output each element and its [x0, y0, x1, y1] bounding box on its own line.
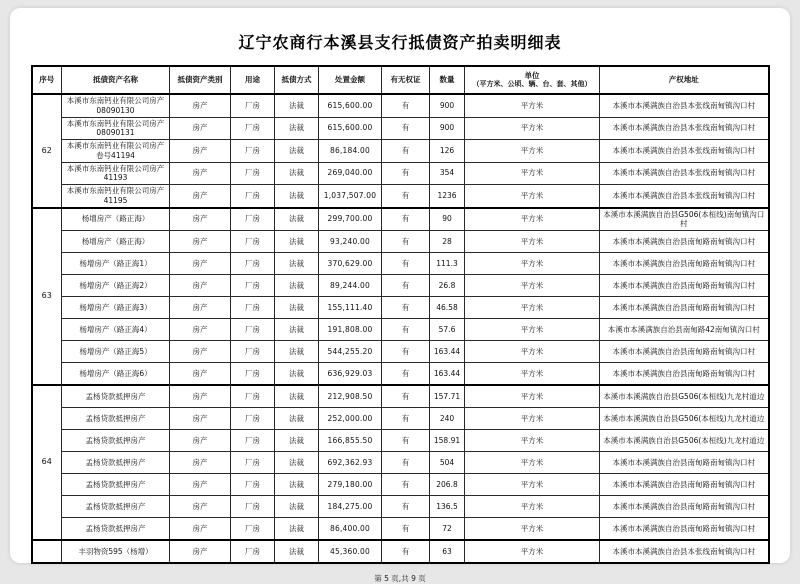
amount-cell: 692,362.93: [319, 452, 382, 474]
cert-cell: 有: [382, 319, 430, 341]
category-cell: 房产: [170, 430, 231, 452]
unit-cell: 平方米: [465, 363, 600, 386]
qty-cell: 354: [430, 162, 465, 185]
qty-cell: 72: [430, 518, 465, 541]
cert-cell: 有: [382, 474, 430, 496]
table-row: [32, 94, 769, 117]
cert-cell: 有: [382, 496, 430, 518]
cert-cell: 有: [382, 452, 430, 474]
category-cell: 房产: [170, 474, 231, 496]
address-cell: 本溪市本溪满族自治县本张线南甸镇沟口村: [600, 94, 769, 117]
cert-cell: 有: [382, 275, 430, 297]
name-cell: 本溪市东南钙业有限公司房产 41195: [62, 185, 170, 208]
category-cell: 房产: [170, 253, 231, 275]
address-cell: 本溪市本溪满族自治县南甸路南甸镇沟口村: [600, 297, 769, 319]
cert-cell: 有: [382, 253, 430, 275]
name-cell: 本溪市东南钙业有限公司房产 08090131: [62, 117, 170, 140]
amount-cell: 45,360.00: [319, 540, 382, 563]
document-page: [10, 8, 790, 583]
qty-cell: 63: [430, 540, 465, 563]
use-cell: 厂房: [231, 297, 275, 319]
qty-cell: 57.6: [430, 319, 465, 341]
table-row: [32, 496, 769, 518]
address-cell: 本溪市本溪满族自治县南甸路南甸镇沟口村: [600, 452, 769, 474]
method-cell: 法裁: [275, 452, 319, 474]
method-cell: 法裁: [275, 208, 319, 231]
amount-cell: 252,000.00: [319, 408, 382, 430]
method-cell: 法裁: [275, 275, 319, 297]
amount-cell: 615,600.00: [319, 94, 382, 117]
category-cell: 房产: [170, 117, 231, 140]
cert-cell: 有: [382, 94, 430, 117]
page-number: 第 5 页,共 9 页: [374, 574, 426, 583]
method-cell: 法裁: [275, 496, 319, 518]
use-cell: 厂房: [231, 253, 275, 275]
table-row: [32, 430, 769, 452]
cert-cell: 有: [382, 185, 430, 208]
amount-cell: 370,629.00: [319, 253, 382, 275]
qty-cell: 90: [430, 208, 465, 231]
amount-cell: 86,184.00: [319, 140, 382, 163]
category-cell: 房产: [170, 208, 231, 231]
column-header: 产权地址: [600, 66, 769, 94]
use-cell: 厂房: [231, 185, 275, 208]
category-cell: 房产: [170, 341, 231, 363]
qty-cell: 158.91: [430, 430, 465, 452]
method-cell: 法裁: [275, 231, 319, 253]
amount-cell: 155,111.40: [319, 297, 382, 319]
qty-cell: 46.58: [430, 297, 465, 319]
unit-cell: 平方米: [465, 430, 600, 452]
table-body: [32, 94, 769, 563]
use-cell: 厂房: [231, 474, 275, 496]
address-cell: 本溪市本溪满族自治县南甸路42南甸镇沟口村: [600, 319, 769, 341]
cert-cell: 有: [382, 231, 430, 253]
address-cell: 本溪市本溪满族自治县本张线南甸镇沟口村: [600, 140, 769, 163]
use-cell: 厂房: [231, 341, 275, 363]
amount-cell: 636,929.03: [319, 363, 382, 386]
qty-cell: 900: [430, 94, 465, 117]
table-row: [32, 385, 769, 408]
unit-cell: 平方米: [465, 474, 600, 496]
use-cell: 厂房: [231, 231, 275, 253]
qty-cell: 26.8: [430, 275, 465, 297]
amount-cell: 93,240.00: [319, 231, 382, 253]
qty-cell: 157.71: [430, 385, 465, 408]
address-cell: 本溪市本溪满族自治县南甸路南甸镇沟口村: [600, 253, 769, 275]
category-cell: 房产: [170, 275, 231, 297]
name-cell: 杨增房产（路正海3）: [62, 297, 170, 319]
table-row: [32, 363, 769, 386]
amount-cell: 89,244.00: [319, 275, 382, 297]
unit-cell: 平方米: [465, 408, 600, 430]
method-cell: 法裁: [275, 140, 319, 163]
name-cell: 杨增房产（路正海）: [62, 208, 170, 231]
method-cell: 法裁: [275, 162, 319, 185]
qty-cell: 240: [430, 408, 465, 430]
table-row: [32, 518, 769, 541]
method-cell: 法裁: [275, 185, 319, 208]
use-cell: 厂房: [231, 496, 275, 518]
method-cell: 法裁: [275, 540, 319, 563]
method-cell: 法裁: [275, 341, 319, 363]
method-cell: 法裁: [275, 430, 319, 452]
unit-cell: 平方米: [465, 140, 600, 163]
cert-cell: 有: [382, 162, 430, 185]
unit-cell: 平方米: [465, 162, 600, 185]
unit-cell: 平方米: [465, 496, 600, 518]
table-header: [32, 66, 769, 94]
qty-cell: 136.5: [430, 496, 465, 518]
table-row: [32, 185, 769, 208]
unit-cell: 平方米: [465, 385, 600, 408]
table-row: [32, 117, 769, 140]
cert-cell: 有: [382, 363, 430, 386]
unit-cell: 平方米: [465, 518, 600, 541]
cert-cell: 有: [382, 540, 430, 563]
qty-cell: 900: [430, 117, 465, 140]
qty-cell: 1236: [430, 185, 465, 208]
name-cell: 孟杨贷款抵押房产: [62, 430, 170, 452]
name-cell: 孟杨贷款抵押房产: [62, 452, 170, 474]
category-cell: 房产: [170, 297, 231, 319]
address-cell: 本溪市本溪满族自治县本张线南甸镇沟口村: [600, 185, 769, 208]
page-title: 辽宁农商行本溪县支行抵债资产拍卖明细表: [238, 33, 562, 52]
category-cell: 房产: [170, 162, 231, 185]
address-cell: 本溪市本溪满族自治县G506(本桓线)九龙村道边: [600, 430, 769, 452]
name-cell: 孟杨贷款抵押房产: [62, 385, 170, 408]
name-cell: 孟杨贷款抵押房产: [62, 408, 170, 430]
unit-cell: 平方米: [465, 540, 600, 563]
unit-cell: 平方米: [465, 253, 600, 275]
unit-cell: 平方米: [465, 275, 600, 297]
address-cell: 本溪市本溪满族自治县本张线南甸镇沟口村: [600, 540, 769, 563]
address-cell: 本溪市本溪满族自治县南甸路南甸镇沟口村: [600, 363, 769, 386]
address-cell: 本溪市本溪满族自治县南甸路南甸镇沟口村: [600, 518, 769, 541]
name-cell: 杨增房产（路正海1）: [62, 253, 170, 275]
amount-cell: 269,040.00: [319, 162, 382, 185]
column-header: 抵债资产名称: [62, 66, 170, 94]
use-cell: 厂房: [231, 140, 275, 163]
amount-cell: 299,700.00: [319, 208, 382, 231]
use-cell: 厂房: [231, 319, 275, 341]
method-cell: 法裁: [275, 363, 319, 386]
category-cell: 房产: [170, 518, 231, 541]
qty-cell: 163.44: [430, 341, 465, 363]
table-row: [32, 208, 769, 231]
qty-cell: 111.3: [430, 253, 465, 275]
amount-cell: 279,180.00: [319, 474, 382, 496]
column-header: 处置金额: [319, 66, 382, 94]
address-cell: 本溪市本溪满族自治县南甸路南甸镇沟口村: [600, 341, 769, 363]
category-cell: 房产: [170, 140, 231, 163]
serial-cell: 64: [32, 385, 62, 540]
category-cell: 房产: [170, 231, 231, 253]
amount-cell: 191,808.00: [319, 319, 382, 341]
table-row: [32, 319, 769, 341]
column-header: 抵债资产类别: [170, 66, 231, 94]
table-row: [32, 231, 769, 253]
address-cell: 本溪市本溪满族自治县本张线南甸镇沟口村: [600, 117, 769, 140]
name-cell: 孟杨贷款抵押房产: [62, 518, 170, 541]
qty-cell: 28: [430, 231, 465, 253]
name-cell: 杨增房产（路正海）: [62, 231, 170, 253]
unit-cell: 平方米: [465, 185, 600, 208]
cert-cell: 有: [382, 297, 430, 319]
unit-cell: 平方米: [465, 297, 600, 319]
table-row: [32, 253, 769, 275]
column-header: 序号: [32, 66, 62, 94]
serial-cell: 63: [32, 208, 62, 386]
table-row: [32, 452, 769, 474]
name-cell: 孟杨贷款抵押房产: [62, 474, 170, 496]
address-cell: 本溪市本溪满族自治县G506(本桓线)南甸镇沟口村: [600, 208, 769, 231]
method-cell: 法裁: [275, 94, 319, 117]
amount-cell: 1,037,507.00: [319, 185, 382, 208]
use-cell: 厂房: [231, 94, 275, 117]
table-row: [32, 275, 769, 297]
cert-cell: 有: [382, 518, 430, 541]
table-row: [32, 408, 769, 430]
cert-cell: 有: [382, 117, 430, 140]
column-header: 数量: [430, 66, 465, 94]
method-cell: 法裁: [275, 117, 319, 140]
use-cell: 厂房: [231, 430, 275, 452]
unit-cell: 平方米: [465, 117, 600, 140]
address-cell: 本溪市本溪满族自治县南甸路南甸镇沟口村: [600, 275, 769, 297]
address-cell: 本溪市本溪满族自治县南甸路南甸镇沟口村: [600, 496, 769, 518]
use-cell: 厂房: [231, 540, 275, 563]
method-cell: 法裁: [275, 253, 319, 275]
cert-cell: 有: [382, 408, 430, 430]
unit-cell: 平方米: [465, 208, 600, 231]
category-cell: 房产: [170, 452, 231, 474]
category-cell: 房产: [170, 319, 231, 341]
name-cell: 杨增房产（路正海2）: [62, 275, 170, 297]
qty-cell: 163.44: [430, 363, 465, 386]
name-cell: 杨增房产（路正海6）: [62, 363, 170, 386]
column-header: 单位 （平方米、公顷、辆、台、套、其他）: [465, 66, 600, 94]
use-cell: 厂房: [231, 208, 275, 231]
category-cell: 房产: [170, 363, 231, 386]
method-cell: 法裁: [275, 408, 319, 430]
amount-cell: 212,908.50: [319, 385, 382, 408]
table-row: [32, 162, 769, 185]
unit-cell: 平方米: [465, 341, 600, 363]
category-cell: 房产: [170, 496, 231, 518]
cert-cell: 有: [382, 140, 430, 163]
cert-cell: 有: [382, 341, 430, 363]
name-cell: 丰羽物资595（杨增）: [62, 540, 170, 563]
cert-cell: 有: [382, 385, 430, 408]
auction-table: [31, 65, 770, 564]
qty-cell: 206.8: [430, 474, 465, 496]
name-cell: 孟杨贷款抵押房产: [62, 496, 170, 518]
use-cell: 厂房: [231, 408, 275, 430]
use-cell: 厂房: [231, 275, 275, 297]
method-cell: 法裁: [275, 518, 319, 541]
column-header: 有无权证: [382, 66, 430, 94]
method-cell: 法裁: [275, 297, 319, 319]
address-cell: 本溪市本溪满族自治县南甸路南甸镇沟口村: [600, 474, 769, 496]
address-cell: 本溪市本溪满族自治县南甸路南甸镇沟口村: [600, 231, 769, 253]
table-row: [32, 341, 769, 363]
unit-cell: 平方米: [465, 231, 600, 253]
name-cell: 本溪市东南钙业有限公司房产 卷号41194: [62, 140, 170, 163]
amount-cell: 184,275.00: [319, 496, 382, 518]
column-header: 用途: [231, 66, 275, 94]
method-cell: 法裁: [275, 474, 319, 496]
amount-cell: 86,400.00: [319, 518, 382, 541]
amount-cell: 166,855.50: [319, 430, 382, 452]
use-cell: 厂房: [231, 518, 275, 541]
amount-cell: 544,255.20: [319, 341, 382, 363]
table-row: [32, 297, 769, 319]
header-row: [32, 66, 769, 94]
qty-cell: 504: [430, 452, 465, 474]
name-cell: 杨增房产（路正海4）: [62, 319, 170, 341]
qty-cell: 126: [430, 140, 465, 163]
address-cell: 本溪市本溪满族自治县本张线南甸镇沟口村: [600, 162, 769, 185]
method-cell: 法裁: [275, 319, 319, 341]
category-cell: 房产: [170, 94, 231, 117]
category-cell: 房产: [170, 408, 231, 430]
name-cell: 本溪市东南钙业有限公司房产 41193: [62, 162, 170, 185]
serial-cell: 62: [32, 94, 62, 208]
category-cell: 房产: [170, 385, 231, 408]
unit-cell: 平方米: [465, 319, 600, 341]
unit-cell: 平方米: [465, 94, 600, 117]
table-row: [32, 474, 769, 496]
cert-cell: 有: [382, 430, 430, 452]
category-cell: 房产: [170, 540, 231, 563]
use-cell: 厂房: [231, 452, 275, 474]
address-cell: 本溪市本溪满族自治县G506(本桓线)九龙村道边: [600, 408, 769, 430]
method-cell: 法裁: [275, 385, 319, 408]
use-cell: 厂房: [231, 385, 275, 408]
cert-cell: 有: [382, 208, 430, 231]
use-cell: 厂房: [231, 162, 275, 185]
table-row: [32, 140, 769, 163]
name-cell: 本溪市东南钙业有限公司房产 08090130: [62, 94, 170, 117]
use-cell: 厂房: [231, 363, 275, 386]
serial-cell: [32, 540, 62, 563]
name-cell: 杨增房产（路正海5）: [62, 341, 170, 363]
use-cell: 厂房: [231, 117, 275, 140]
category-cell: 房产: [170, 185, 231, 208]
amount-cell: 615,600.00: [319, 117, 382, 140]
column-header: 抵债方式: [275, 66, 319, 94]
unit-cell: 平方米: [465, 452, 600, 474]
table-row: [32, 540, 769, 563]
address-cell: 本溪市本溪满族自治县G506(本桓线)九龙村道边: [600, 385, 769, 408]
